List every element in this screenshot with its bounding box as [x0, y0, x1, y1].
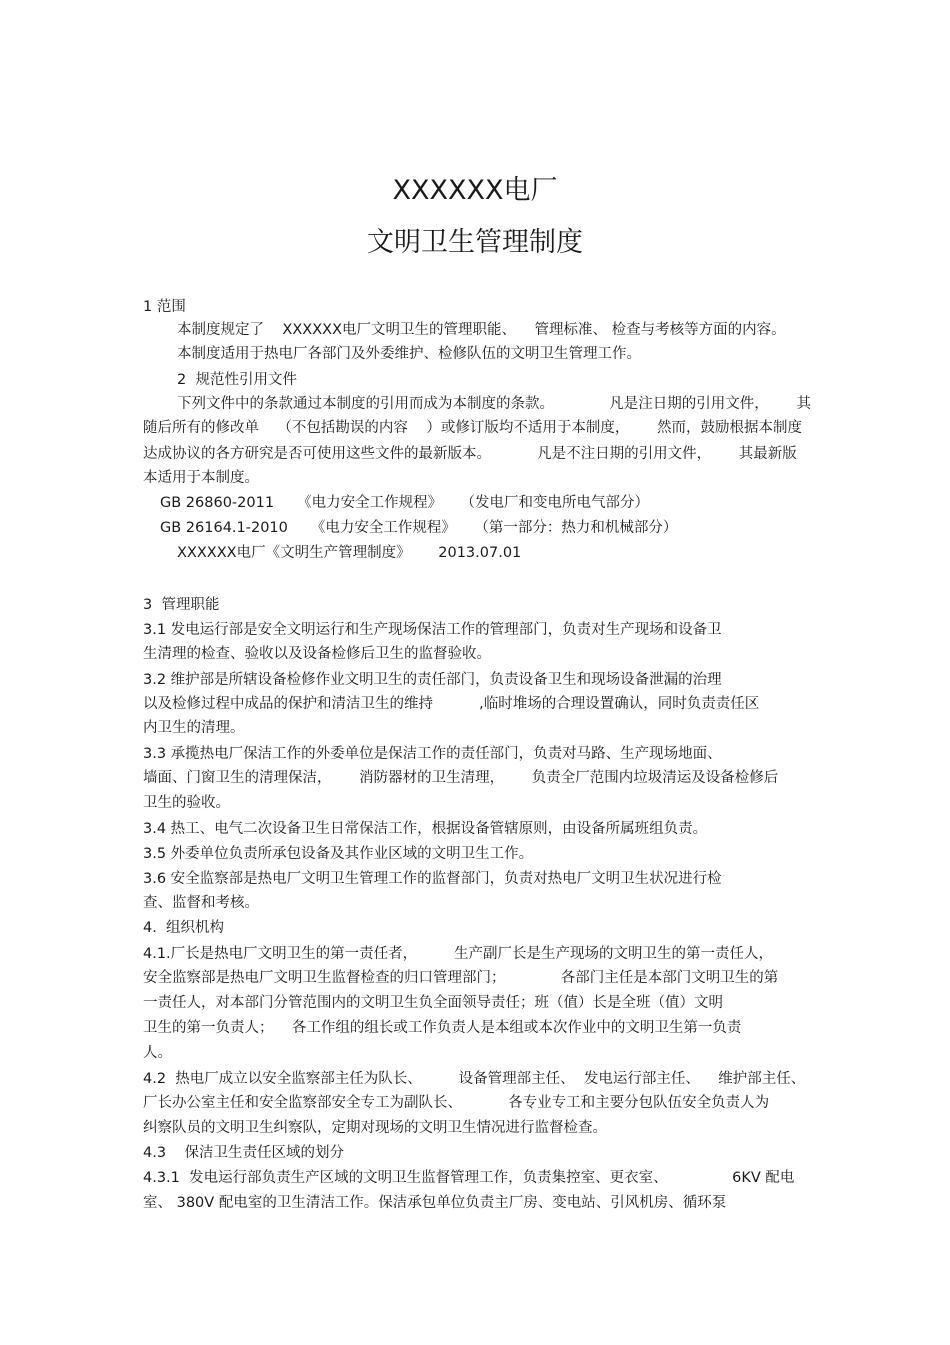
text-line: 下列文件中的条款通过本制度的引用而成为本制度的条款。 凡是注日期的引用文件， 其 [177, 396, 811, 412]
text-line: 达成协议的各方研究是否可使用这些文件的最新版本。 凡是不注日期的引用文件， 其最新版 [143, 446, 797, 462]
text-line: 卫生的验收。 [143, 795, 230, 811]
text-line: 3.5 外委单位负责所承包设备及其作业区域的文明卫生工作。 [143, 846, 534, 862]
text-line: 3.3 承揽热电厂保洁工作的外委单位是保洁工作的责任部门，负责对马路、生产现场地面、 [143, 746, 722, 762]
document-title: XXXXXX电厂 [392, 175, 558, 206]
text-line: 安全监察部是热电厂文明卫生监督检查的归口管理部门； 各部门主任是本部门文明卫生的第 [143, 970, 779, 986]
text-line: 人。 [143, 1045, 172, 1061]
text-line: 卫生的第一负责人； 各工作组的组长或工作负责人是本组或本次作业中的文明卫生第一负责 [143, 1020, 742, 1036]
text-line: 查、监督和考核。 [143, 895, 259, 911]
text-line: 本适用于本制度。 [143, 470, 259, 486]
text-line: 室、 380V 配电室的卫生清洁工作。保洁承包单位负责主厂房、变电站、引风机房、循环泵 [143, 1195, 727, 1211]
text-line: 纠察队员的文明卫生纠察队，定期对现场的文明卫生情况进行监督检查。 [143, 1120, 607, 1136]
section-heading: 1 范围 [143, 299, 186, 315]
text-line: 本制度适用于热电厂各部门及外委维护、检修队伍的文明卫生管理工作。 [177, 346, 641, 362]
text-line: 以及检修过程中成品的保护和清洁卫生的维持 ,临时堆场的合理设置确认，同时负责责任区 [143, 696, 760, 712]
text-line: 4.1.厂长是热电厂文明卫生的第一责任者， 生产副厂长是生产现场的文明卫生的第一责任人， [143, 946, 774, 962]
text-line: 生清理的检查、验收以及设备检修后卫生的监督验收。 [143, 646, 491, 662]
text-line: 3.2 维护部是所辖设备检修作业文明卫生的责任部门，负责设备卫生和现场设备泄漏的治理 [143, 672, 722, 688]
reference-line: GB 26860-2011 《电力安全工作规程》 （发电厂和变电所电气部分） [160, 495, 650, 511]
section-heading: 4.3 保洁卫生责任区域的划分 [143, 1145, 344, 1161]
text-line: 3.4 热工、电气二次设备卫生日常保洁工作，根据设备管辖原则，由设备所属班组负责。 [143, 821, 708, 837]
text-line: 墙面、门窗卫生的清理保洁， 消防器材的卫生清理， 负责全厂范围内垃圾清运及设备检修后 [143, 770, 779, 786]
text-line: 随后所有的修改单 （不包括勘误的内容 ）或修订版均不适用于本制度， 然而，鼓励根据本制度 [143, 420, 803, 436]
section-heading: 3 管理职能 [143, 597, 220, 613]
reference-line: XXXXXX电厂《文明生产管理制度》 2013.07.01 [177, 545, 522, 561]
text-line: 4.3.1 发电运行部负责生产区域的文明卫生监督管理工作，负责集控室、更衣室、 6KV 配电 [143, 1170, 795, 1186]
section-heading: 2 规范性引用文件 [177, 372, 297, 388]
document-subtitle: 文明卫生管理制度 [367, 227, 583, 258]
text-line: 内卫生的清理。 [143, 720, 245, 736]
text-line: 4.2 热电厂成立以安全监察部主任为队长、 设备管理部主任、 发电运行部主任、 维护部主任、 [143, 1071, 806, 1087]
text-line: 厂长办公室主任和安全监察部安全专工为副队长、 各专业专工和主要分包队伍安全负责人为 [143, 1095, 770, 1111]
reference-line: GB 26164.1-2010 《电力安全工作规程》 （第一部分：热力和机械部分） [160, 520, 678, 536]
text-line: 一责任人，对本部门分管范围内的文明卫生负全面领导责任；班（值）长是全班（值）文明 [143, 995, 723, 1011]
text-line: 3.1 发电运行部是安全文明运行和生产现场保洁工作的管理部门，负责对生产现场和设备卫 [143, 622, 722, 638]
text-line: 本制度规定了 XXXXXX电厂文明卫生的管理职能、 管理标准、 检查与考核等方面的内容。 [177, 322, 786, 338]
section-heading: 4. 组织机构 [143, 920, 225, 936]
text-line: 3.6 安全监察部是热电厂文明卫生管理工作的监督部门，负责对热电厂文明卫生状况进行检 [143, 871, 722, 887]
